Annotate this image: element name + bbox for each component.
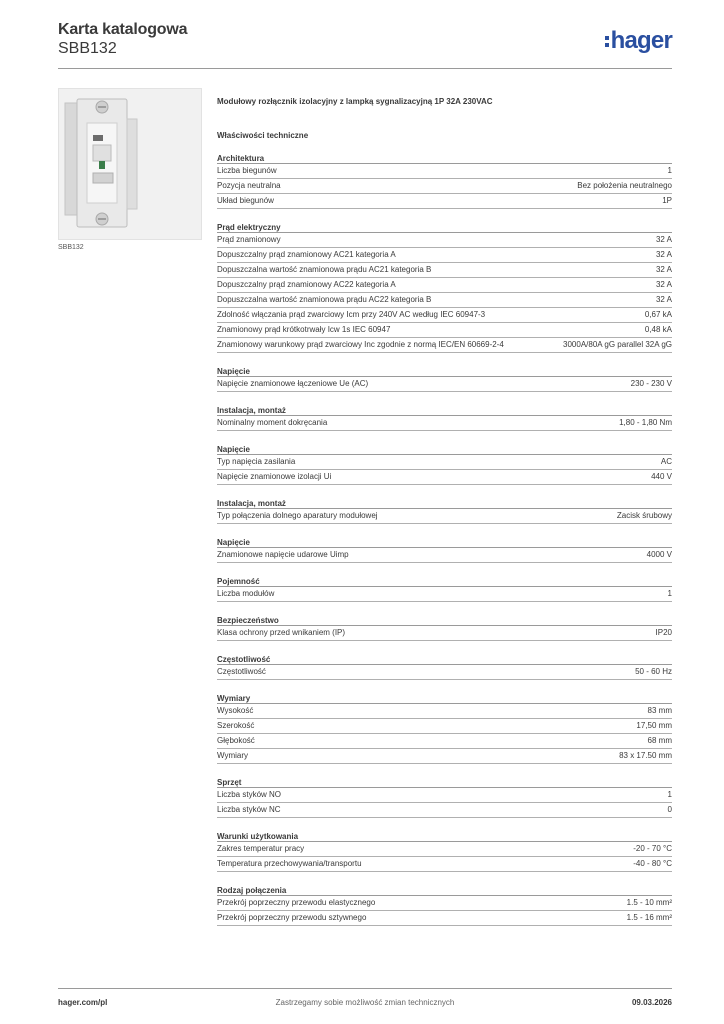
logo-dots-icon bbox=[605, 36, 609, 47]
document-subtitle: SBB132 bbox=[58, 40, 117, 57]
main-content bbox=[217, 96, 672, 926]
spec-label: Układ biegunów bbox=[217, 196, 274, 205]
spec-label: Temperatura przechowywania/transportu bbox=[217, 859, 362, 868]
spec-section bbox=[217, 498, 672, 524]
spec-row bbox=[217, 704, 672, 719]
section-title: Instalacja, montaż bbox=[217, 405, 672, 416]
spec-label: Dopuszczalna wartość znamionowa prądu AC21 kategoria B bbox=[217, 265, 432, 274]
spec-value: 1.5 - 16 mm² bbox=[626, 913, 672, 922]
spec-label: Pozycja neutralna bbox=[217, 181, 281, 190]
spec-value: 1 bbox=[667, 790, 672, 799]
spec-value: 0,48 kA bbox=[644, 325, 672, 334]
spec-value: 83 x 17.50 mm bbox=[619, 751, 672, 760]
spec-row bbox=[217, 803, 672, 818]
spec-label: Głębokość bbox=[217, 736, 255, 745]
spec-section bbox=[217, 153, 672, 209]
spec-row bbox=[217, 416, 672, 431]
spec-section bbox=[217, 615, 672, 641]
section-title: Rodzaj połączenia bbox=[217, 885, 672, 896]
logo-text: hager bbox=[610, 27, 672, 54]
header-divider bbox=[58, 68, 672, 69]
hager-logo[interactable] bbox=[605, 28, 672, 54]
spec-section bbox=[217, 405, 672, 431]
section-title: Sprzęt bbox=[217, 777, 672, 788]
spec-row bbox=[217, 194, 672, 209]
spec-label: Znamionowy prąd krótkotrwały Icw 1s IEC 60947 bbox=[217, 325, 391, 334]
section-title: Prąd elektryczny bbox=[217, 222, 672, 233]
spec-value: AC bbox=[660, 457, 672, 466]
section-title: Napięcie bbox=[217, 537, 672, 548]
circuit-switch-illustration bbox=[59, 89, 203, 241]
spec-label: Typ napięcia zasilania bbox=[217, 457, 296, 466]
spec-section bbox=[217, 885, 672, 926]
spec-value: 1,80 - 1,80 Nm bbox=[619, 418, 672, 427]
spec-row bbox=[217, 719, 672, 734]
spec-value: -40 - 80 °C bbox=[633, 859, 672, 868]
spec-label: Liczba modułów bbox=[217, 589, 275, 598]
spec-section bbox=[217, 444, 672, 485]
spec-row bbox=[217, 179, 672, 194]
spec-label: Dopuszczalny prąd znamionowy AC21 kategoria A bbox=[217, 250, 396, 259]
spec-value: 3000A/80A gG parallel 32A gG bbox=[563, 340, 672, 349]
spec-row bbox=[217, 587, 672, 602]
section-title: Bezpieczeństwo bbox=[217, 615, 672, 626]
product-image bbox=[58, 88, 202, 240]
spec-label: Napięcie znamionowe izolacji Ui bbox=[217, 472, 332, 481]
spec-sections bbox=[217, 153, 672, 926]
spec-row bbox=[217, 293, 672, 308]
spec-label: Szerokość bbox=[217, 721, 255, 730]
spec-row bbox=[217, 734, 672, 749]
spec-value: 4000 V bbox=[646, 550, 672, 559]
spec-row bbox=[217, 749, 672, 764]
spec-value: IP20 bbox=[655, 628, 672, 637]
spec-section bbox=[217, 654, 672, 680]
spec-row bbox=[217, 842, 672, 857]
spec-value: 32 A bbox=[655, 235, 672, 244]
spec-section bbox=[217, 777, 672, 818]
spec-row bbox=[217, 455, 672, 470]
spec-label: Prąd znamionowy bbox=[217, 235, 281, 244]
spec-value: 1P bbox=[662, 196, 672, 205]
spec-value: 1 bbox=[667, 589, 672, 598]
footer-disclaimer: Zastrzegamy sobie możliwość zmian technicznych bbox=[275, 998, 455, 1007]
spec-row bbox=[217, 323, 672, 338]
spec-value: 32 A bbox=[655, 295, 672, 304]
section-title: Wymiary bbox=[217, 693, 672, 704]
section-title: Napięcie bbox=[217, 444, 672, 455]
spec-label: Zdolność włączania prąd zwarciowy Icm przy 240V AC według IEC 60947-3 bbox=[217, 310, 486, 319]
spec-value: 0,67 kA bbox=[644, 310, 672, 319]
page-footer bbox=[58, 998, 672, 1010]
spec-label: Dopuszczalna wartość znamionowa prądu AC22 kategoria B bbox=[217, 295, 432, 304]
page-header bbox=[58, 20, 672, 68]
spec-row bbox=[217, 548, 672, 563]
spec-section bbox=[217, 831, 672, 872]
spec-row bbox=[217, 377, 672, 392]
spec-label: Wymiary bbox=[217, 751, 249, 760]
spec-label: Znamionowy warunkowy prąd zwarciowy Inc zgodnie z normą IEC/EN 60669-2-4 bbox=[217, 340, 504, 349]
spec-row bbox=[217, 263, 672, 278]
spec-value: 440 V bbox=[651, 472, 672, 481]
spec-value: 17,50 mm bbox=[636, 721, 672, 730]
product-description: Modułowy rozłącznik izolacyjny z lampką sygnalizacyjną 1P 32A 230VAC bbox=[217, 97, 493, 106]
spec-row bbox=[217, 509, 672, 524]
spec-label: Liczba styków NC bbox=[217, 805, 281, 814]
spec-value: 32 A bbox=[655, 250, 672, 259]
spec-row bbox=[217, 470, 672, 485]
spec-label: Przekrój poprzeczny przewodu sztywnego bbox=[217, 913, 367, 922]
document-title: Karta katalogowa bbox=[58, 21, 188, 38]
spec-value: 68 mm bbox=[647, 736, 672, 745]
spec-value: 1 bbox=[667, 166, 672, 175]
spec-value: 32 A bbox=[655, 280, 672, 289]
spec-row bbox=[217, 164, 672, 179]
section-title: Częstotliwość bbox=[217, 654, 672, 665]
properties-heading: Właściwości techniczne bbox=[217, 131, 309, 140]
spec-section bbox=[217, 222, 672, 353]
spec-section bbox=[217, 693, 672, 764]
spec-value: -20 - 70 °C bbox=[633, 844, 672, 853]
spec-value: 0 bbox=[667, 805, 672, 814]
spec-row bbox=[217, 665, 672, 680]
spec-label: Nominalny moment dokręcania bbox=[217, 418, 328, 427]
spec-label: Dopuszczalny prąd znamionowy AC22 kategoria A bbox=[217, 280, 396, 289]
section-title: Pojemność bbox=[217, 576, 672, 587]
spec-label: Klasa ochrony przed wnikaniem (IP) bbox=[217, 628, 346, 637]
spec-label: Wysokość bbox=[217, 706, 254, 715]
spec-label: Przekrój poprzeczny przewodu elastycznego bbox=[217, 898, 376, 907]
spec-value: 50 - 60 Hz bbox=[635, 667, 672, 676]
spec-row bbox=[217, 248, 672, 263]
section-title: Napięcie bbox=[217, 366, 672, 377]
section-title: Instalacja, montaż bbox=[217, 498, 672, 509]
footer-divider bbox=[58, 988, 672, 989]
spec-label: Częstotliwość bbox=[217, 667, 266, 676]
spec-value: 230 - 230 V bbox=[630, 379, 672, 388]
spec-value: 83 mm bbox=[647, 706, 672, 715]
spec-row bbox=[217, 857, 672, 872]
spec-row bbox=[217, 233, 672, 248]
section-title: Architektura bbox=[217, 153, 672, 164]
spec-row bbox=[217, 338, 672, 353]
section-title: Warunki użytkowania bbox=[217, 831, 672, 842]
spec-row bbox=[217, 788, 672, 803]
spec-label: Typ połączenia dolnego aparatury modułowej bbox=[217, 511, 378, 520]
spec-value: 32 A bbox=[655, 265, 672, 274]
spec-value: Bez położenia neutralnego bbox=[577, 181, 672, 190]
spec-value: 1.5 - 10 mm² bbox=[626, 898, 672, 907]
spec-row bbox=[217, 911, 672, 926]
spec-label: Znamionowe napięcie udarowe Uimp bbox=[217, 550, 349, 559]
spec-row bbox=[217, 278, 672, 293]
spec-section bbox=[217, 366, 672, 392]
spec-row bbox=[217, 626, 672, 641]
footer-date: 09.03.2026 bbox=[631, 998, 672, 1007]
spec-section bbox=[217, 576, 672, 602]
spec-label: Zakres temperatur pracy bbox=[217, 844, 305, 853]
spec-value: Zacisk śrubowy bbox=[616, 511, 672, 520]
spec-row bbox=[217, 896, 672, 911]
spec-label: Liczba biegunów bbox=[217, 166, 277, 175]
spec-label: Napięcie znamionowe łączeniowe Ue (AC) bbox=[217, 379, 369, 388]
spec-label: Liczba styków NO bbox=[217, 790, 282, 799]
spec-row bbox=[217, 308, 672, 323]
spec-section bbox=[217, 537, 672, 563]
footer-website-link[interactable]: hager.com/pl bbox=[58, 998, 108, 1007]
image-caption: SBB132 bbox=[58, 244, 84, 251]
